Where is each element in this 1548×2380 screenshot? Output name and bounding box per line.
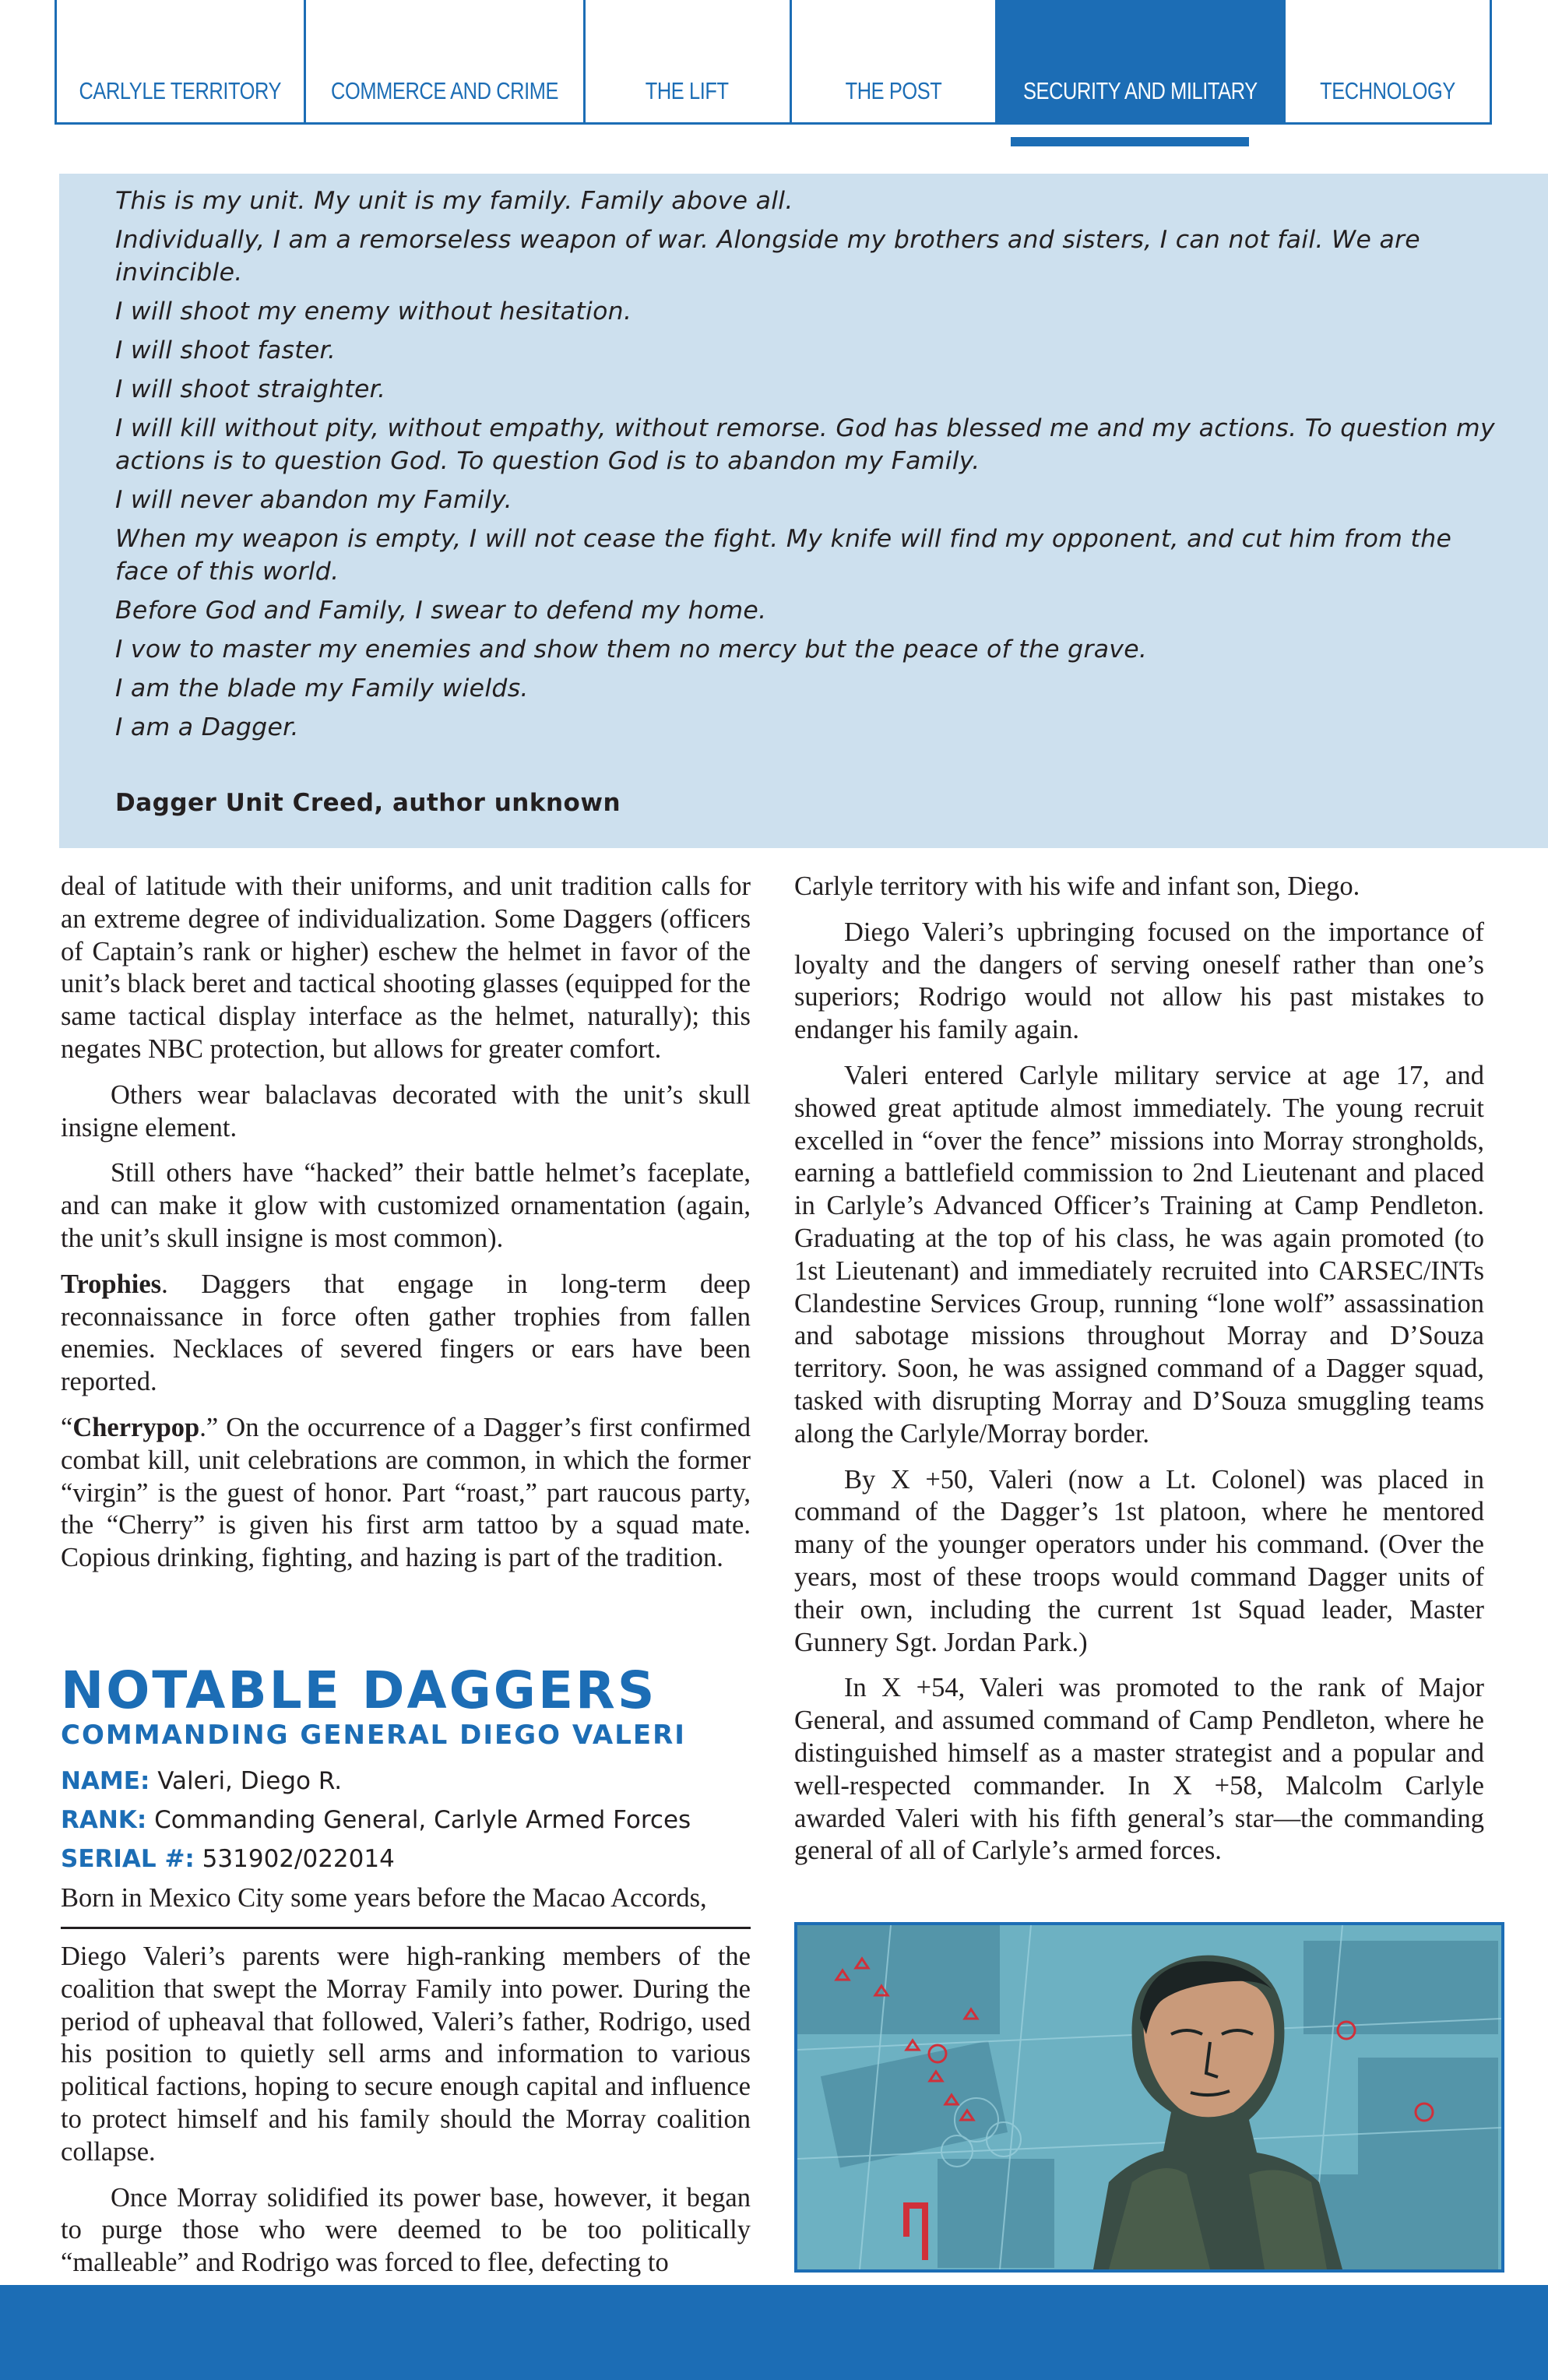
- tab-the-post[interactable]: THE POST: [790, 0, 996, 125]
- name-key: NAME:: [61, 1767, 150, 1795]
- body-paragraph: Diego Valeri’s parents were high-ranking members of the coalition that swept the Morray Family into power. During the period of upheaval that followed, Valeri’s father, Rodrigo, used his position to quietly sell arms and information to various political factions, hoping to secure enough capital and influence to protect himself and his family should the Morray coalition collapse.: [61, 1942, 751, 2167]
- body-paragraph: Once Morray solidified its power base, however, it began to purge those who were deemed to be too politically “malleable” and Rodrigo was forced to flee, defecting to: [61, 2182, 751, 2278]
- creed-line: I will shoot straighter.: [115, 375, 386, 403]
- tab-the-lift[interactable]: THE LIFT: [583, 0, 790, 125]
- tab-security-and-military[interactable]: SECURITY AND MILITARY: [995, 0, 1283, 125]
- notable-daggers-section: [61, 1660, 751, 1914]
- body-paragraph: Valeri entered Carlyle military service at age 17, and showed great aptitude almost immediately. The young recruit excelled in “over the fence” missions into Morray strongholds, earning a battlefield commission to 2nd Lieutenant and placed in Carlyle’s Advanced Officer’s Training at Camp Pendleton. Graduating at the top of his class, he was again promoted (to 1st Lieutenant) and immediately recruited into CARSEC/INTs Clandestine Services Group, running “lone wolf” assassination and sabotage missions throughout Morray and D’Souza territory. Soon, he was assigned command of a Dagger squad, tasked with disrupting Morray and D’Souza smuggling teams along the Carlyle/Morray border.: [794, 1060, 1484, 1449]
- body-paragraph: By X +50, Valeri (now a Lt. Colonel) was placed in command of the Dagger’s 1st platoon, where he mentored many of the younger operators under his command. (Over the years, most of these troops would command Dagger units of their own, including the current 1st Squad leader, Master Gunnery Sgt. Jordan Park.): [794, 1464, 1484, 1657]
- rank-field: [61, 1801, 751, 1840]
- born-paragraph: Born in Mexico City some years before the Macao Accords,: [61, 1883, 707, 1913]
- creed-attribution: Dagger Unit Creed, author unknown: [115, 789, 621, 817]
- creed-line: I will shoot faster.: [115, 336, 336, 364]
- active-tab-indicator: [1011, 137, 1249, 146]
- body-paragraph: Diego Valeri’s upbringing focused on the importance of loyalty and the dangers of serving oneself rather than one’s superiors; Rodrigo would not allow his past mistakes to endanger his family again.: [794, 917, 1484, 1045]
- rank-key: RANK:: [61, 1806, 147, 1834]
- body-paragraph: Others wear balaclavas decorated with the unit’s skull insigne element.: [61, 1079, 751, 1142]
- body-paragraph: In X +54, Valeri was promoted to the rank of Major General, and assumed command of Camp Pendleton, where he distinguished himself as a master strategist and a popular and well-respected commander. In X +58, Malcolm Carlyle awarded Valeri with his fifth general’s star—the commanding general of all of Carlyle’s armed forces.: [794, 1673, 1484, 1866]
- serial-field: [61, 1840, 751, 1878]
- section-subheading: COMMANDING GENERAL DIEGO VALERI: [61, 1720, 686, 1751]
- left-column: [61, 871, 751, 1588]
- cherrypop-heading: Cherrypop: [72, 1412, 200, 1442]
- body-paragraph: deal of latitude with their uniforms, and unit tradition calls for an extreme degree of individualization. Some Daggers (officers of Captain’s rank or higher) eschew the helmet in favor of the unit’s black beret and tactical shooting glasses (equipped for the same tactical display interface as the helmet, naturally); this negates NBC protection, but allows for greater comfort.: [61, 871, 751, 1064]
- serial-key: SERIAL #:: [61, 1845, 195, 1873]
- trophies-text: . Daggers that engage in long-term deep reconnaissance in force often gather trophies from fallen enemies. Necklaces of severed fingers or ears have been reported.: [61, 1269, 751, 1397]
- rank-value: Commanding General, Carlyle Armed Forces: [146, 1806, 691, 1834]
- cherrypop-paragraph: [61, 1412, 751, 1575]
- creed-line: I will kill without pity, without empathy, without remorse. God has blessed me and my actions. To question my actions is to question God. To question God is to abandon my Family.: [115, 414, 1495, 475]
- creed-line: This is my unit. My unit is my family. Family above all.: [115, 187, 793, 215]
- cherrypop-text: .” On the occurrence of a Dagger’s first confirmed combat kill, unit celebrations are common, in which the former “virgin” is the guest of honor. Part “roast,” part raucous party, the “Cherry” is given his first arm tattoo by a squad mate. Copious drinking, fighting, and hazing is part of the tradition.: [61, 1412, 751, 1573]
- tactical-map-illustration: [797, 1925, 1501, 2269]
- tab-carlyle-territory[interactable]: CARLYLE TERRITORY: [55, 0, 304, 125]
- trophies-heading: Trophies: [61, 1269, 162, 1299]
- creed-line: I will never abandon my Family.: [115, 486, 512, 514]
- creed-line: I am a Dagger.: [115, 713, 299, 741]
- creed-line: I am the blade my Family wields.: [115, 674, 529, 702]
- tab-technology[interactable]: TECHNOLOGY: [1283, 0, 1492, 125]
- name-field: [61, 1762, 751, 1801]
- creed-line: Individually, I am a remorseless weapon of war. Alongside my brothers and sisters, I can not fail. We are invincible.: [115, 226, 1420, 287]
- section-heading: NOTABLE DAGGERS: [61, 1660, 657, 1720]
- creed-box: [59, 174, 1548, 848]
- body-paragraph: Carlyle territory with his wife and infant son, Diego.: [794, 871, 1360, 901]
- tab-commerce-and-crime[interactable]: COMMERCE AND CRIME: [304, 0, 583, 125]
- section-tabs: [55, 0, 1492, 126]
- creed-line: When my weapon is empty, I will not cease the fight. My knife will find my opponent, and cut him from the face of this world.: [115, 525, 1452, 586]
- page-footer-band: [0, 2285, 1548, 2380]
- cherrypop-open-quote: “: [61, 1412, 73, 1442]
- body-paragraph: Still others have “hacked” their battle helmet’s faceplate, and can make it glow with customized ornamentation (again, the unit’s skull insigne is most common).: [61, 1158, 751, 1253]
- column-divider: [61, 1927, 751, 1929]
- creed-line: I will shoot my enemy without hesitation.: [115, 298, 632, 326]
- right-column: [794, 871, 1484, 1881]
- creed-line: I vow to master my enemies and show them no mercy but the peace of the grave.: [115, 635, 1148, 664]
- trophies-paragraph: [61, 1269, 751, 1399]
- name-value: Valeri, Diego R.: [150, 1767, 343, 1795]
- valeri-portrait-illustration: [794, 1922, 1504, 2273]
- left-column-lower: [61, 1941, 751, 2293]
- serial-value: 531902/022014: [194, 1845, 395, 1873]
- creed-line: Before God and Family, I swear to defend my home.: [115, 597, 767, 625]
